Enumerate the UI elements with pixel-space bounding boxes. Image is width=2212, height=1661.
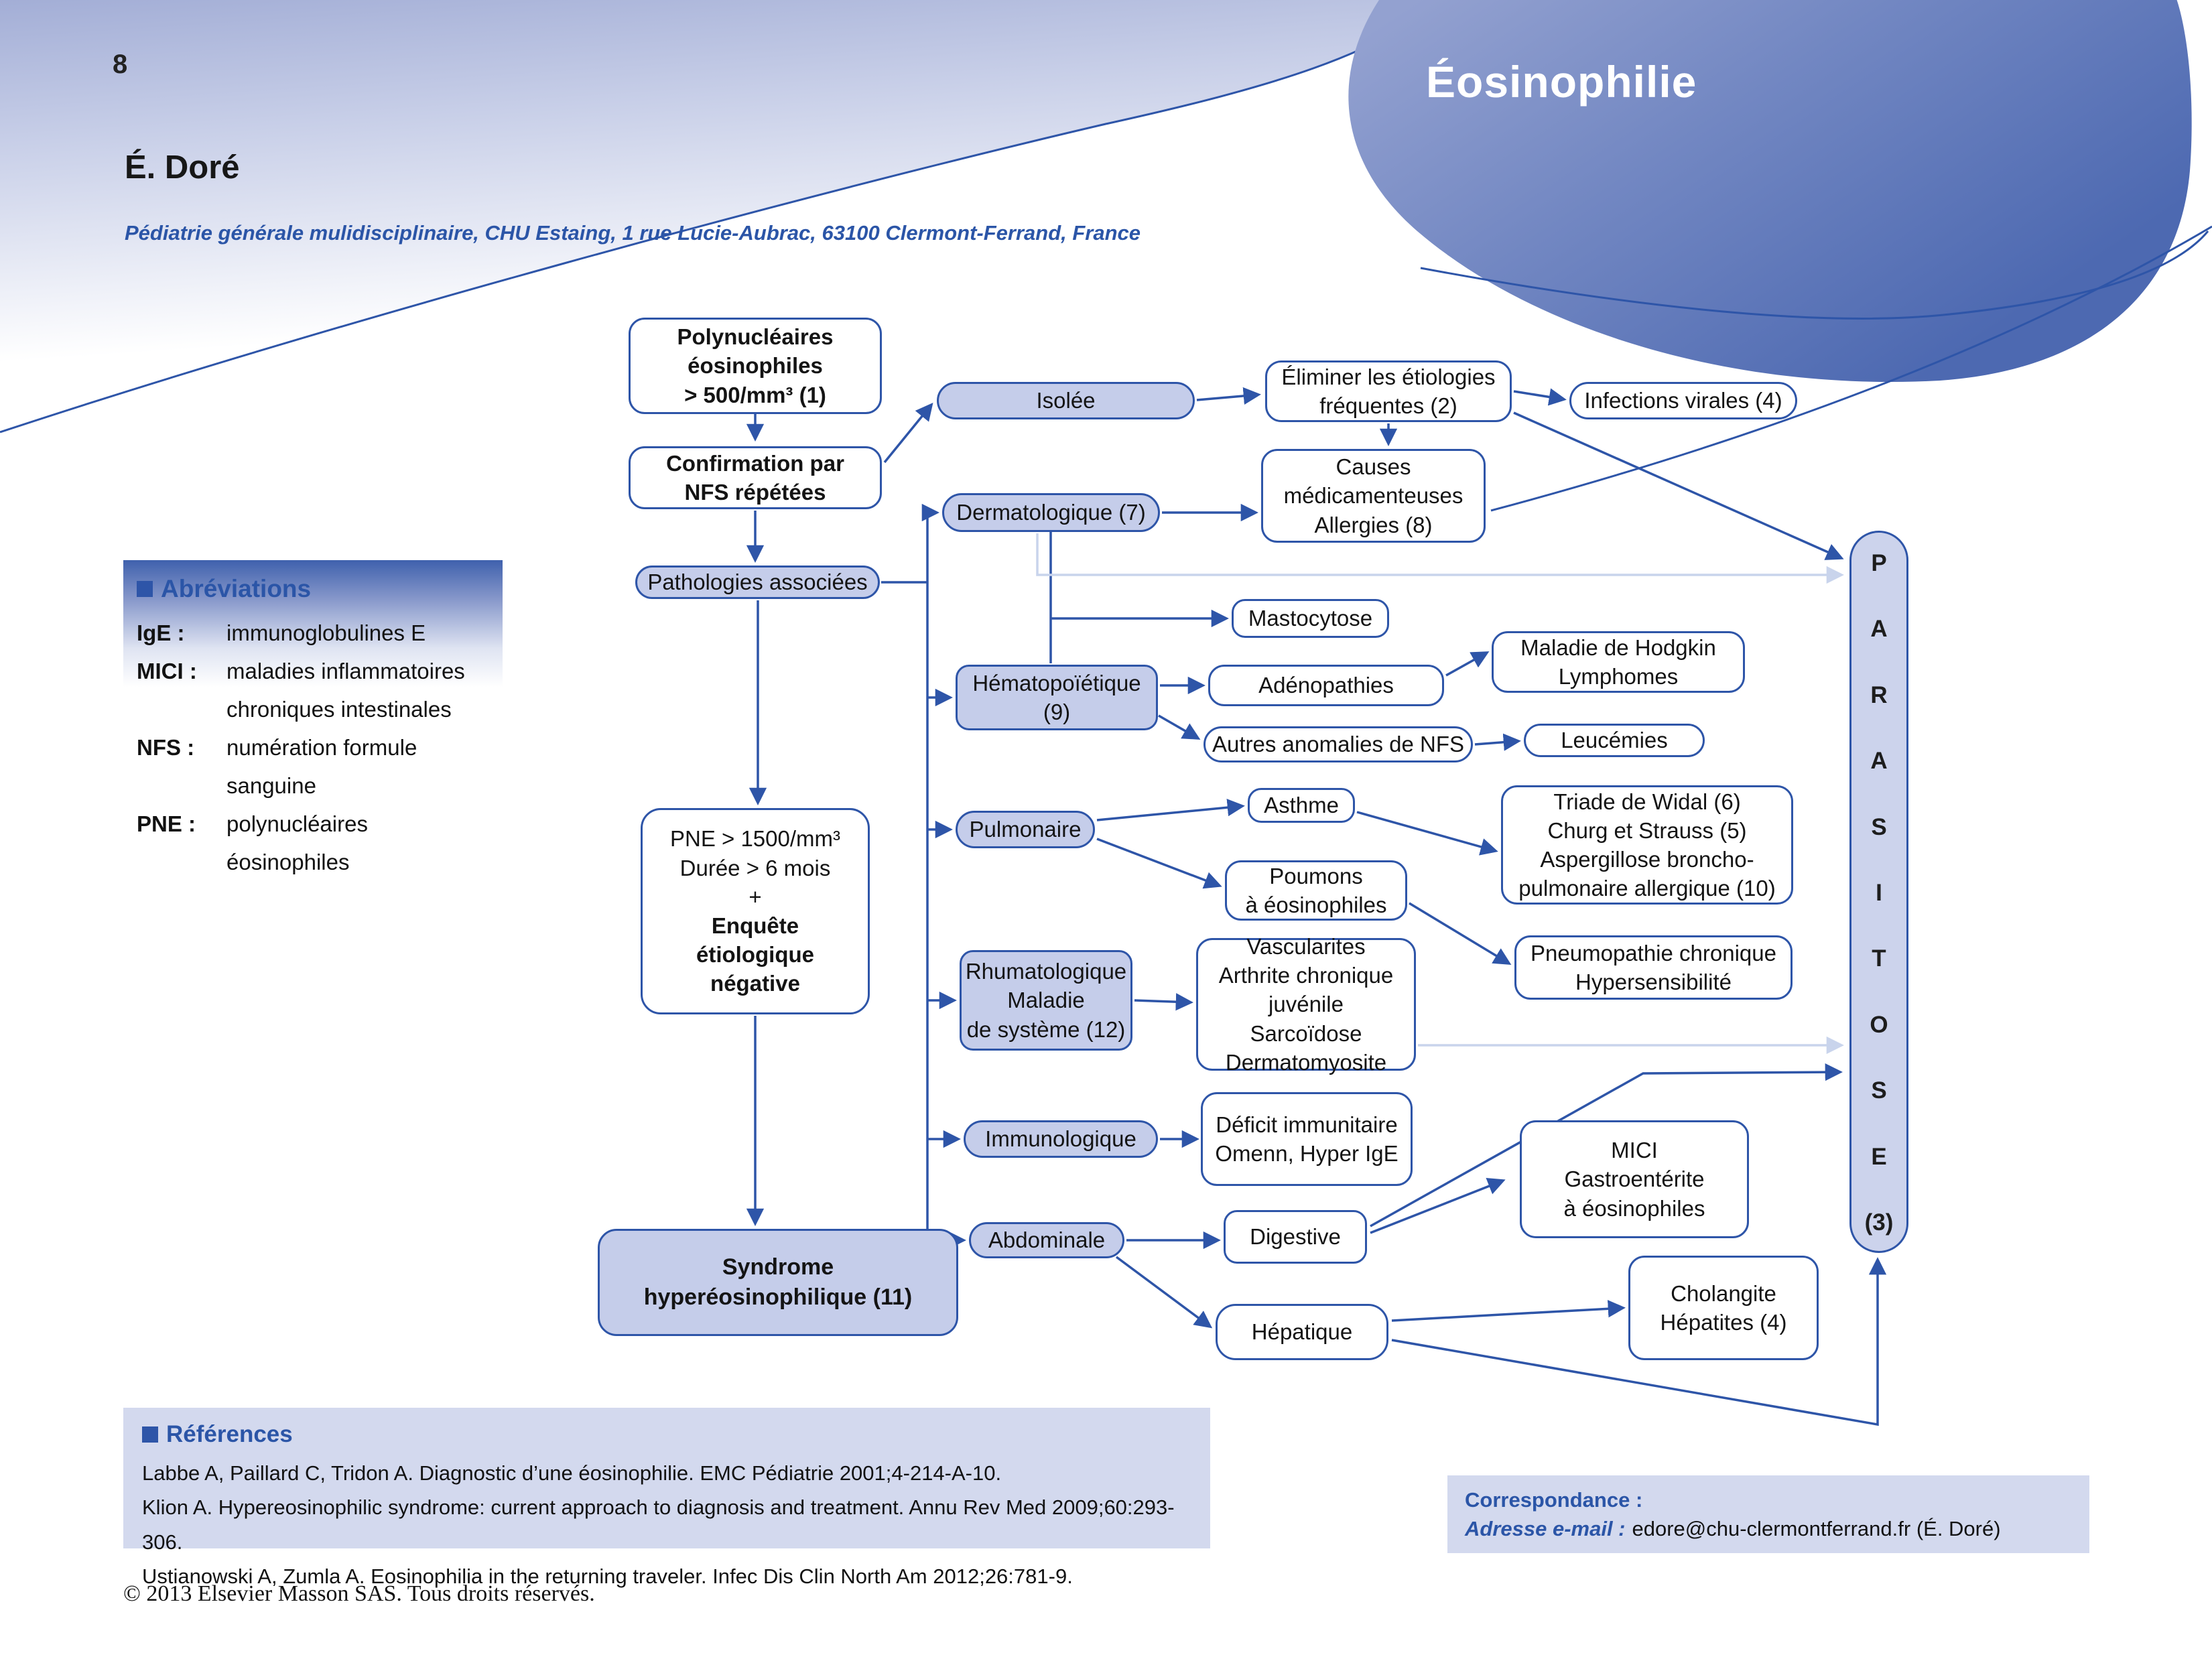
node-asthme: Asthme — [1248, 788, 1355, 823]
node-vascularites: Vascularites Arthrite chronique juvénile Sarcoïdose Dermatomyosite — [1196, 938, 1416, 1071]
page-number: 8 — [113, 50, 128, 79]
node-hodgkin-lymphomes: Maladie de Hodgkin Lymphomes — [1492, 631, 1745, 693]
node-immunologique: Immunologique — [964, 1120, 1158, 1158]
node-dermatologique: Dermatologique (7) — [942, 493, 1160, 532]
pne-enquete-lines: Enquête étiologique négative — [696, 913, 814, 996]
node-mastocytose: Mastocytose — [1232, 599, 1389, 638]
references-header — [142, 1421, 1191, 1448]
abbreviations-title: Abréviations — [161, 575, 312, 602]
correspondence-label: Correspondance : — [1465, 1488, 1643, 1512]
node-poumons-eosinophiles: Poumons à éosinophiles — [1225, 860, 1407, 921]
author-name: É. Doré — [125, 149, 240, 186]
email-label: Adresse e-mail : — [1465, 1516, 1626, 1540]
abbreviations-list — [137, 614, 491, 882]
abbreviation-row: IgE : immunoglobulines E — [137, 620, 426, 645]
abbreviation-row: MICI : maladies inflammatoires chroniques intestinales — [137, 659, 465, 722]
email-value: edore@chu-clermontferrand.fr (É. Doré) — [1632, 1516, 2001, 1540]
node-abdominale: Abdominale — [969, 1222, 1124, 1258]
copyright-line: © 2013 Elsevier Masson SAS. Tous droits réservés. — [123, 1581, 595, 1606]
node-deficit-immunitaire: Déficit immunitaire Omenn, Hyper IgE — [1201, 1092, 1413, 1186]
references-panel — [123, 1408, 1210, 1589]
author-affiliation: Pédiatrie générale mulidisciplinaire, CHU Estaing, 1 rue Lucie-Aubrac, 63100 Clermont-Ferrand, France — [125, 221, 1141, 245]
node-syndrome-hypereosinophilique: Syndrome hyperéosinophilique (11) — [598, 1229, 958, 1336]
correspondence-email-line — [1465, 1515, 2072, 1544]
section-bullet-icon — [137, 581, 153, 597]
abbreviations-panel — [123, 560, 503, 875]
node-cholangite-hepatites: Cholangite Hépatites (4) — [1628, 1256, 1819, 1360]
section-bullet-icon — [142, 1426, 158, 1443]
abbreviations-header — [137, 575, 491, 603]
node-adenopathies: Adénopathies — [1208, 665, 1444, 706]
abbreviation-row: NFS : numération formule sanguine — [137, 735, 417, 799]
node-infections-virales: Infections virales (4) — [1569, 382, 1797, 419]
node-leucemies: Leucémies — [1524, 724, 1705, 757]
node-confirmation-nfs: Confirmation par NFS répétées — [629, 446, 882, 509]
node-autres-anomalies-nfs: Autres anomalies de NFS — [1203, 726, 1473, 762]
node-hepatique: Hépatique — [1216, 1304, 1388, 1360]
node-pathologies-associees: Pathologies associées — [635, 566, 880, 599]
node-hematopoietique: Hématopoïétique (9) — [956, 665, 1158, 730]
pne-criteria-lines: PNE > 1500/mm³ Durée > 6 mois + — [669, 826, 840, 909]
references-title: Références — [166, 1421, 293, 1447]
node-digestive: Digestive — [1224, 1210, 1367, 1264]
node-rhumatologique: Rhumatologique Maladie de système (12) — [960, 950, 1132, 1051]
node-triade-widal: Triade de Widal (6) Churg et Strauss (5) Aspergillose broncho- pulmonaire allergique (10) — [1501, 785, 1793, 905]
page-title: Éosinophilie — [1426, 57, 1697, 107]
abbreviation-row: PNE : polynucléaires éosinophiles — [137, 811, 368, 875]
node-parasitose-bar: P A R A S I T O S E (3) — [1849, 531, 1908, 1253]
node-causes-medicamenteuses: Causes médicamenteuses Allergies (8) — [1261, 449, 1486, 543]
node-isolee: Isolée — [937, 382, 1195, 419]
node-eliminer-etiologies: Éliminer les étiologies fréquentes (2) — [1265, 360, 1512, 422]
node-pulmonaire: Pulmonaire — [956, 811, 1095, 848]
node-pneumopathie: Pneumopathie chronique Hypersensibilité — [1514, 935, 1793, 1000]
node-polynucleaires: Polynucléaires éosinophiles > 500/mm³ (1) — [629, 318, 882, 414]
correspondence-panel — [1447, 1475, 2089, 1553]
node-pne-criteres — [641, 808, 870, 1014]
references-list: Labbe A, Paillard C, Tridon A. Diagnostic d’une éosinophilie. EMC Pédiatrie 2001;4-214-A-10. Klion A. Hypereosinophilic syndrome: current approach to diagnosis and treatment. Annu Rev Med 2009;60:293-306. Ustianowski A, Zumla A. Eosinophilia in the returning traveler. Infec Dis Clin North Am 2012;26:781-9. — [142, 1461, 1175, 1589]
node-mici-gastroenterite: MICI Gastroentérite à éosinophiles — [1520, 1120, 1749, 1238]
